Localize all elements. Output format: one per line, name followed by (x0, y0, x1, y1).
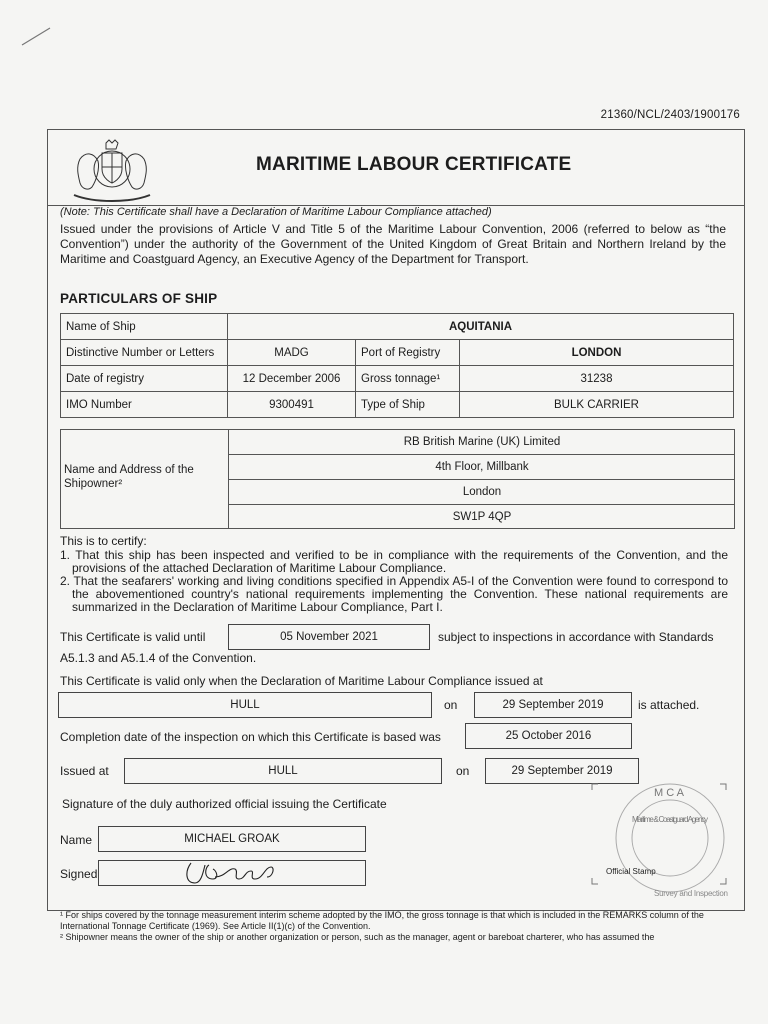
registry-date-label: Date of registry (61, 366, 228, 392)
shipowner-label: Name and Address of the Shipowner² (64, 464, 194, 490)
issued-on-label: on (456, 764, 470, 778)
valid-until-label: This Certificate is valid until (60, 630, 206, 644)
signature-label: Signature of the duly authorized official issuing the Certificate (62, 797, 387, 811)
shipowner-line: RB British Marine (UK) Limited (229, 430, 735, 455)
stamp-org-text: Maritime & Coastguard Agency (632, 815, 708, 824)
footnotes (60, 910, 736, 943)
pencil-mark (20, 25, 52, 47)
official-stamp-icon (588, 778, 730, 900)
distinctive-label: Distinctive Number or Letters (61, 340, 228, 366)
gross-tonnage-label: Gross tonnage¹ (356, 366, 460, 392)
certify-item-2: 2. That the seafarers' working and living conditions specified in Appendix A5-I of the Convention were found to correspond to the abovementioned country's national requirements implementing the Convention. These national requirements are summarized in the Declaration of Maritime Labour Compliance, Part I. (60, 574, 728, 614)
signature-icon (99, 861, 365, 885)
issuance-statement: Issued under the provisions of Article V and Title 5 of the Maritime Labour Convention, 2006 (referred to below as “the Convention”) under the authority of the Government of the United Kingdom of Great Britain and Northern Ireland by the Maritime and Coastguard Agency, an Executive Agency of the Department for Transport. (60, 222, 726, 266)
gross-tonnage-value: 31238 (460, 366, 734, 392)
completion-date-box: 25 October 2016 (465, 723, 632, 749)
stamp-arc-text: Survey and Inspection (654, 889, 728, 898)
distinctive-value: MADG (228, 340, 356, 366)
royal-coat-of-arms-icon (66, 139, 158, 207)
ship-type-value: BULK CARRIER (460, 392, 734, 418)
imo-value: 9300491 (228, 392, 356, 418)
table-row (61, 392, 734, 418)
imo-label: IMO Number (61, 392, 228, 418)
table-row (61, 340, 734, 366)
ship-particulars-table (60, 313, 734, 418)
table-row (61, 366, 734, 392)
registry-date-value: 12 December 2006 (228, 366, 356, 392)
port-label: Port of Registry (356, 340, 460, 366)
dmlc-on-label: on (444, 698, 458, 712)
ship-type-label: Type of Ship (356, 392, 460, 418)
name-label: Name (60, 833, 93, 847)
signature-box (98, 860, 366, 886)
certify-list (60, 549, 728, 614)
dmlc-label: This Certificate is valid only when the Declaration of Maritime Labour Compliance issued at (60, 674, 543, 688)
table-row (61, 314, 734, 340)
stamp-top-text: M C A (654, 787, 684, 799)
footnote-2: ² Shipowner means the owner of the ship or another organization or person, such as the manager, agent or bareboat charterer, who has assumed the (60, 932, 655, 942)
shipowner-line: London (229, 480, 735, 505)
ship-name-label: Name of Ship (61, 314, 228, 340)
footnote-1: ¹ For ships covered by the tonnage measurement interim scheme adopted by the IMO, the gross tonnage is that which is included in the REMARKS column of the International Tonnage Certificate (1969). See Article II(1)(c) of the Convention. (60, 910, 704, 931)
certificate-note: (Note: This Certificate shall have a Declaration of Maritime Labour Compliance attached) (60, 206, 492, 218)
valid-until-box: 05 November 2021 (228, 624, 430, 650)
certificate-title: MARITIME LABOUR CERTIFICATE (256, 154, 572, 175)
issued-on-box: 29 September 2019 (485, 758, 639, 784)
name-box: MICHAEL GROAK (98, 826, 366, 852)
signed-label: Signed (60, 867, 98, 881)
shipowner-block (60, 429, 735, 529)
valid-until-suffix: subject to inspections in accordance with Standards (438, 630, 714, 644)
dmlc-date-box: 29 September 2019 (474, 692, 632, 718)
stamp-label: Official Stamp (606, 867, 656, 876)
reference-number: 21360/NCL/2403/1900176 (600, 109, 740, 121)
certify-item-1: 1. That this ship has been inspected and verified to be in compliance with the requirements of the Convention, and the provisions of the attached Declaration of Maritime Labour Compliance. (60, 548, 728, 575)
particulars-heading: PARTICULARS OF SHIP (60, 291, 218, 306)
certify-intro: This is to certify: (60, 534, 147, 548)
valid-until-suffix-2: A5.1.3 and A5.1.4 of the Convention. (60, 651, 257, 665)
issued-at-box: HULL (124, 758, 442, 784)
ship-name-value: AQUITANIA (228, 314, 734, 340)
completion-label: Completion date of the inspection on which this Certificate is based was (60, 730, 441, 744)
issued-at-label: Issued at (60, 764, 109, 778)
shipowner-line: 4th Floor, Millbank (229, 455, 735, 480)
dmlc-place-box: HULL (58, 692, 432, 718)
shipowner-line: SW1P 4QP (452, 511, 512, 523)
attached-label: is attached. (638, 698, 700, 712)
port-value: LONDON (460, 340, 734, 366)
